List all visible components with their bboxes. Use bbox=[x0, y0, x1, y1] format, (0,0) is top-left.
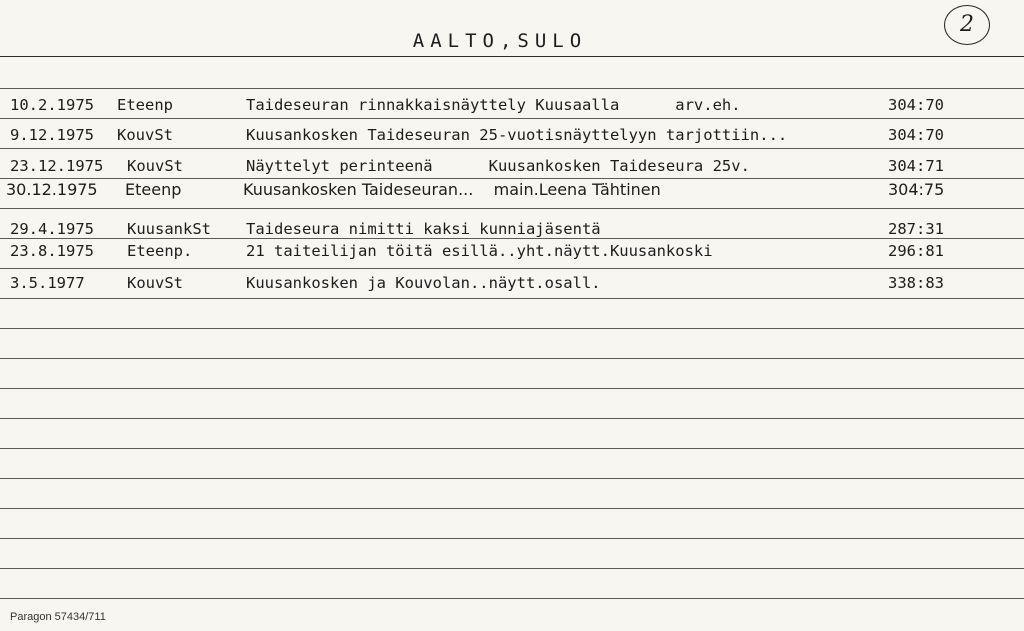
entry-date: 3.5.1977 bbox=[10, 274, 85, 292]
divider bbox=[0, 388, 1024, 389]
entry-description: 21 taiteilijan töitä esillä..yht.näytt.Kuusankoski bbox=[246, 242, 713, 260]
divider bbox=[0, 268, 1024, 269]
entry-description: Taideseuran rinnakkaisnäyttely Kuusaalla arv.eh. bbox=[246, 96, 741, 114]
entry-date: 23.8.1975 bbox=[10, 242, 94, 260]
entry-source: KouvSt bbox=[117, 126, 173, 144]
divider bbox=[0, 418, 1024, 419]
divider bbox=[0, 448, 1024, 449]
divider bbox=[0, 208, 1024, 209]
card-title: AALTO,SULO bbox=[412, 30, 588, 52]
divider bbox=[0, 598, 1024, 599]
entry-reference: 304:70 bbox=[888, 96, 944, 114]
card-number-badge: 2 bbox=[944, 5, 990, 45]
entry-row bbox=[0, 274, 1024, 300]
entry-description: Näyttelyt perinteenä Kuusankosken Taideseura 25v. bbox=[246, 157, 750, 175]
entry-description: Kuusankosken Taideseuran 25-vuotisnäyttelyyn tarjottiin... bbox=[246, 126, 788, 144]
entry-date: 23.12.1975 bbox=[10, 157, 104, 175]
entry-reference: 304:75 bbox=[888, 180, 945, 199]
divider bbox=[0, 358, 1024, 359]
entry-reference: 304:71 bbox=[888, 157, 944, 175]
card-footer: Paragon 57434/711 bbox=[10, 611, 106, 623]
entry-date: 10.2.1975 bbox=[10, 96, 94, 114]
divider bbox=[0, 568, 1024, 569]
entry-reference: 304:70 bbox=[888, 126, 944, 144]
entry-reference: 287:31 bbox=[888, 220, 944, 238]
divider bbox=[0, 88, 1024, 89]
entry-source: KouvSt bbox=[127, 157, 183, 175]
entry-source: Eteenp. bbox=[127, 242, 193, 260]
entry-row bbox=[0, 126, 1024, 152]
entry-source: KuusankSt bbox=[127, 220, 211, 238]
divider bbox=[0, 538, 1024, 539]
title-rule bbox=[0, 56, 1024, 57]
entry-source: Eteenp bbox=[117, 96, 173, 114]
entry-description: Taideseura nimitti kaksi kunniajäsentä bbox=[246, 220, 601, 238]
entry-reference: 338:83 bbox=[888, 274, 944, 292]
entry-source: Eteenp bbox=[125, 180, 182, 199]
entry-row bbox=[0, 96, 1024, 122]
entry-date: 30.12.1975 bbox=[6, 180, 98, 199]
entry-description: Kuusankosken Taideseuran... main.Leena Tähtinen bbox=[243, 180, 661, 199]
entry-date: 9.12.1975 bbox=[10, 126, 94, 144]
divider bbox=[0, 328, 1024, 329]
divider bbox=[0, 508, 1024, 509]
entry-date: 29.4.1975 bbox=[10, 220, 94, 238]
entry-row bbox=[0, 242, 1024, 268]
divider bbox=[0, 478, 1024, 479]
entry-source: KouvSt bbox=[127, 274, 183, 292]
entry-row bbox=[0, 180, 1024, 206]
entry-description: Kuusankosken ja Kouvolan..näytt.osall. bbox=[246, 274, 601, 292]
entry-reference: 296:81 bbox=[888, 242, 944, 260]
